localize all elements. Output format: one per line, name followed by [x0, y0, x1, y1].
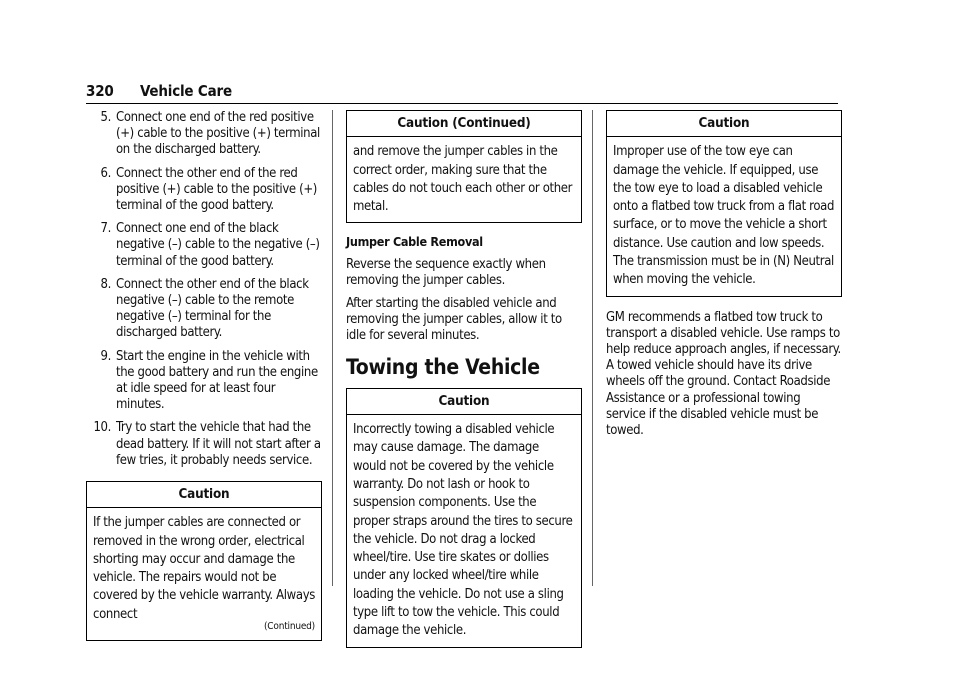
header-divider	[86, 103, 838, 104]
caution-text: If the jumper cables are connected or removed in the wrong order, electrical shorting may occur and damage the vehicle. The repairs would not be covered by the vehicle warranty. Always connect	[93, 515, 316, 622]
step-text: Connect the other end of the black negative (–) cable to the remote negative (–) terminal for the discharged battery.	[116, 276, 309, 341]
caution-box	[86, 481, 322, 641]
step-number: 8.	[100, 276, 111, 292]
step-text: Connect one end of the black negative (–) cable to the negative (–) terminal of the good battery.	[116, 221, 320, 269]
column-2	[346, 110, 582, 648]
paragraph: After starting the disabled vehicle and removing the jumper cables, allow it to idle for several minutes.	[346, 296, 562, 344]
column-1	[86, 110, 322, 641]
subheading-jumper-cable-removal: Jumper Cable Removal	[346, 234, 483, 250]
caution-text: and remove the jumper cables in the correct order, making sure that the cables do not touch each other or other metal.	[353, 144, 573, 215]
step-item	[86, 420, 322, 469]
caution-continued-box	[346, 110, 582, 223]
column-3	[606, 110, 842, 446]
paragraph: GM recommends a flatbed tow truck to transport a disabled vehicle. Use ramps to help reduce approach angles, if necessary. A towed vehicle should have its drive wheels off the ground. Contact Roadside Assistance or a professional towing service if the disabled vehicle must be towed.	[606, 309, 841, 438]
step-text: Start the engine in the vehicle with the good battery and run the engine at idle speed for at least four minutes.	[116, 348, 318, 413]
step-item	[86, 221, 322, 270]
step-number: 6.	[100, 165, 111, 181]
step-number: 10.	[93, 420, 111, 436]
step-item	[86, 166, 322, 215]
step-number: 9.	[100, 348, 111, 364]
page-number: 320	[86, 82, 114, 100]
caution-title: Caution (Continued)	[347, 111, 581, 137]
caution-box	[606, 110, 842, 297]
caution-body	[87, 508, 321, 640]
step-text: Connect one end of the red positive (+) cable to the positive (+) terminal on the discharged battery.	[116, 110, 320, 158]
caution-title: Caution	[347, 389, 581, 415]
column-divider	[332, 110, 333, 586]
page-header	[86, 82, 838, 102]
paragraph: Reverse the sequence exactly when removing the jumper cables.	[346, 256, 546, 288]
step-item	[86, 277, 322, 342]
step-text: Try to start the vehicle that had the dead battery. If it will not start after a few tries, it probably needs service.	[116, 420, 321, 468]
section-heading-towing: Towing the Vehicle	[346, 354, 540, 379]
step-number: 7.	[100, 221, 111, 237]
caution-box	[346, 388, 582, 648]
page-section-title: Vehicle Care	[140, 82, 232, 100]
continued-label: (Continued)	[264, 621, 315, 633]
column-divider	[592, 110, 593, 586]
caution-title: Caution	[87, 482, 321, 508]
step-text: Connect the other end of the red positive (+) cable to the positive (+) terminal of the good battery.	[116, 165, 317, 214]
step-number: 5.	[100, 110, 111, 125]
caution-text: Improper use of the tow eye can damage the vehicle. If equipped, use the tow eye to load a disabled vehicle onto a flatbed tow truck from a flat road surface, or to move the vehicle a short distance. Use caution and low speeds. The transmission must be in (N) Neutral when moving the vehicle.	[613, 144, 835, 288]
caution-text: Incorrectly towing a disabled vehicle may cause damage. The damage would not be covered by the vehicle warranty. Do not lash or hook to suspension components. Use the proper straps around the tires to secure the vehicle. Do not drag a locked wheel/tire. Use tire skates or dollies under any locked wheel/tire while loading the vehicle. Do not use a sling type lift to tow the vehicle. This could damage the vehicle.	[353, 422, 573, 639]
step-item	[86, 349, 322, 414]
caution-title: Caution	[607, 111, 841, 137]
step-item	[86, 110, 322, 159]
